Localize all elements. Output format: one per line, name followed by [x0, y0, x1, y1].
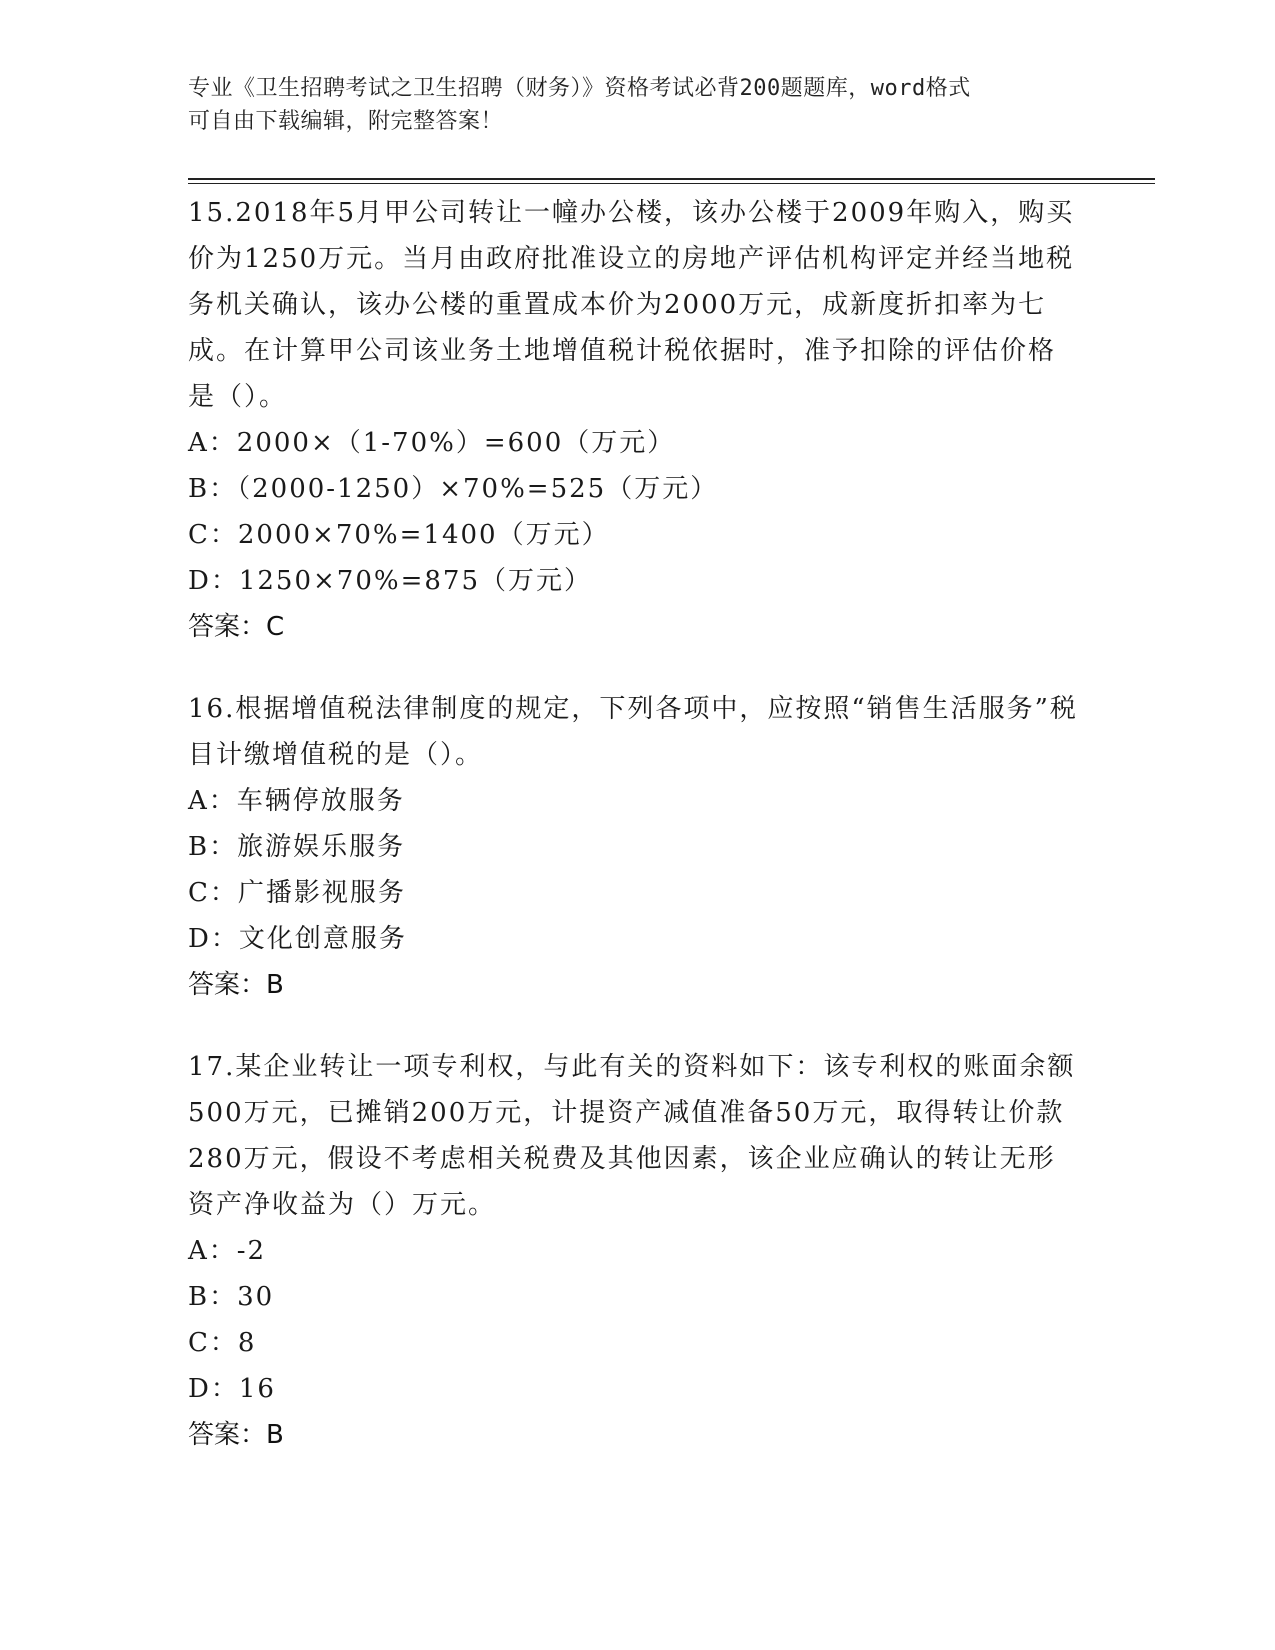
header-line-1: 专业《卫生招聘考试之卫生招聘（财务）》资格考试必背200题题库，word格式 — [188, 76, 971, 101]
answer-label: 答案：C — [188, 612, 285, 642]
option-a: A：-2 — [188, 1236, 267, 1266]
option-c: C：8 — [188, 1328, 257, 1358]
header-line-2: 可自由下载编辑，附完整答案！ — [188, 109, 504, 134]
option-d: D：16 — [188, 1374, 276, 1404]
question-text: 17.某企业转让一项专利权，与此有关的资料如下：该专利权的账面余额500万元，已摊销200万元，计提资产减值准备50万元，取得转让价款280万元，假设不考虑相关税费及其他因素，该企业应确认的转让无形资产净收益为（）万元。 — [188, 1052, 1076, 1220]
option-c: C：广播影视服务 — [188, 878, 406, 908]
document-header — [188, 72, 1088, 138]
question-16 — [188, 686, 1078, 1008]
option-b: B：旅游娱乐服务 — [188, 832, 406, 862]
question-15 — [188, 190, 1078, 650]
option-c: C：2000×70%=1400（万元） — [188, 520, 610, 550]
header-divider-thin — [188, 183, 1155, 184]
header-divider-thick — [188, 178, 1155, 180]
option-a: A：2000×（1-70%）=600（万元） — [188, 428, 676, 458]
answer-label: 答案：B — [188, 1420, 284, 1450]
option-b: B：30 — [188, 1282, 275, 1312]
answer-label: 答案：B — [188, 970, 284, 1000]
option-b: B：（2000-1250）×70%=525（万元） — [188, 474, 719, 504]
option-a: A：车辆停放服务 — [188, 786, 405, 816]
question-text: 16.根据增值税法律制度的规定，下列各项中，应按照“销售生活服务”税目计缴增值税的是（）。 — [188, 694, 1078, 770]
option-d: D：文化创意服务 — [188, 924, 407, 954]
question-17 — [188, 1044, 1078, 1458]
option-d: D：1250×70%=875（万元） — [188, 566, 592, 596]
question-text: 15.2018年5月甲公司转让一幢办公楼，该办公楼于2009年购入，购买价为1250万元。当月由政府批准设立的房地产评估机构评定并经当地税务机关确认，该办公楼的重置成本价为2000万元，成新度折扣率为七成。在计算甲公司该业务土地增值税计税依据时，准予扣除的评估价格是（）。 — [188, 198, 1075, 412]
question-list — [188, 190, 1078, 1494]
